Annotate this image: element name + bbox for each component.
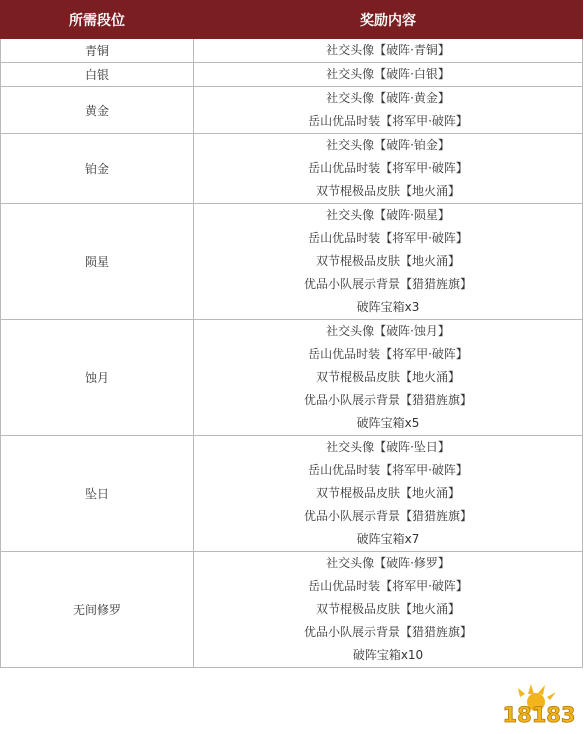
reward-item: 破阵宝箱x3 bbox=[356, 300, 420, 314]
rewards-cell bbox=[194, 87, 583, 134]
header-rewards: 奖励内容 bbox=[194, 1, 583, 39]
rewards-cell bbox=[194, 39, 583, 63]
rank-cell: 陨星 bbox=[1, 204, 194, 320]
reward-item: 岳山优品时装【将军甲·破阵】 bbox=[308, 579, 468, 593]
reward-item: 优品小队展示背景【猎猎旌旗】 bbox=[303, 277, 472, 291]
rewards-cell bbox=[194, 552, 583, 668]
reward-item: 岳山优品时装【将军甲·破阵】 bbox=[308, 463, 468, 477]
header-rank: 所需段位 bbox=[1, 1, 194, 39]
reward-item: 岳山优品时装【将军甲·破阵】 bbox=[308, 347, 468, 361]
reward-item: 岳山优品时装【将军甲·破阵】 bbox=[308, 114, 468, 128]
table-row bbox=[1, 320, 583, 436]
reward-item: 社交头像【破阵·白银】 bbox=[326, 67, 450, 81]
reward-item: 优品小队展示背景【猎猎旌旗】 bbox=[303, 509, 472, 523]
reward-item: 社交头像【破阵·铂金】 bbox=[326, 138, 450, 152]
reward-item: 双节棍极品皮肤【地火涌】 bbox=[315, 602, 460, 616]
reward-item: 优品小队展示背景【猎猎旌旗】 bbox=[303, 393, 472, 407]
table-row bbox=[1, 134, 583, 204]
rewards-cell bbox=[194, 320, 583, 436]
reward-item: 双节棍极品皮肤【地火涌】 bbox=[315, 370, 460, 384]
table-row bbox=[1, 204, 583, 320]
table-row bbox=[1, 39, 583, 63]
table-header-row bbox=[1, 1, 583, 39]
reward-item: 社交头像【破阵·修罗】 bbox=[326, 556, 450, 570]
reward-item: 岳山优品时装【将军甲·破阵】 bbox=[308, 161, 468, 175]
reward-item: 双节棍极品皮肤【地火涌】 bbox=[315, 486, 460, 500]
reward-item: 双节棍极品皮肤【地火涌】 bbox=[315, 184, 460, 198]
site-logo-watermark bbox=[500, 680, 578, 726]
reward-item: 社交头像【破阵·陨星】 bbox=[326, 208, 450, 222]
rank-cell: 蚀月 bbox=[1, 320, 194, 436]
rewards-cell bbox=[194, 134, 583, 204]
reward-item: 社交头像【破阵·黄金】 bbox=[326, 91, 450, 105]
rank-cell: 青铜 bbox=[1, 39, 194, 63]
reward-item: 社交头像【破阵·坠日】 bbox=[326, 440, 450, 454]
reward-item: 岳山优品时装【将军甲·破阵】 bbox=[308, 231, 468, 245]
table-row bbox=[1, 63, 583, 87]
table-row bbox=[1, 87, 583, 134]
rank-cell: 铂金 bbox=[1, 134, 194, 204]
rank-cell: 黄金 bbox=[1, 87, 194, 134]
table-body bbox=[1, 39, 583, 668]
table-row bbox=[1, 436, 583, 552]
rewards-cell bbox=[194, 204, 583, 320]
reward-item: 双节棍极品皮肤【地火涌】 bbox=[315, 254, 460, 268]
reward-item: 破阵宝箱x5 bbox=[356, 416, 420, 430]
reward-item: 破阵宝箱x10 bbox=[352, 648, 424, 662]
rank-cell: 白银 bbox=[1, 63, 194, 87]
table-row bbox=[1, 552, 583, 668]
rewards-cell bbox=[194, 63, 583, 87]
logo-text: 18183 bbox=[502, 703, 576, 726]
reward-item: 社交头像【破阵·青铜】 bbox=[326, 43, 450, 57]
reward-item: 优品小队展示背景【猎猎旌旗】 bbox=[303, 625, 472, 639]
rank-cell: 无间修罗 bbox=[1, 552, 194, 668]
rewards-cell bbox=[194, 436, 583, 552]
rank-cell: 坠日 bbox=[1, 436, 194, 552]
reward-item: 破阵宝箱x7 bbox=[356, 532, 420, 546]
reward-item: 社交头像【破阵·蚀月】 bbox=[326, 324, 450, 338]
